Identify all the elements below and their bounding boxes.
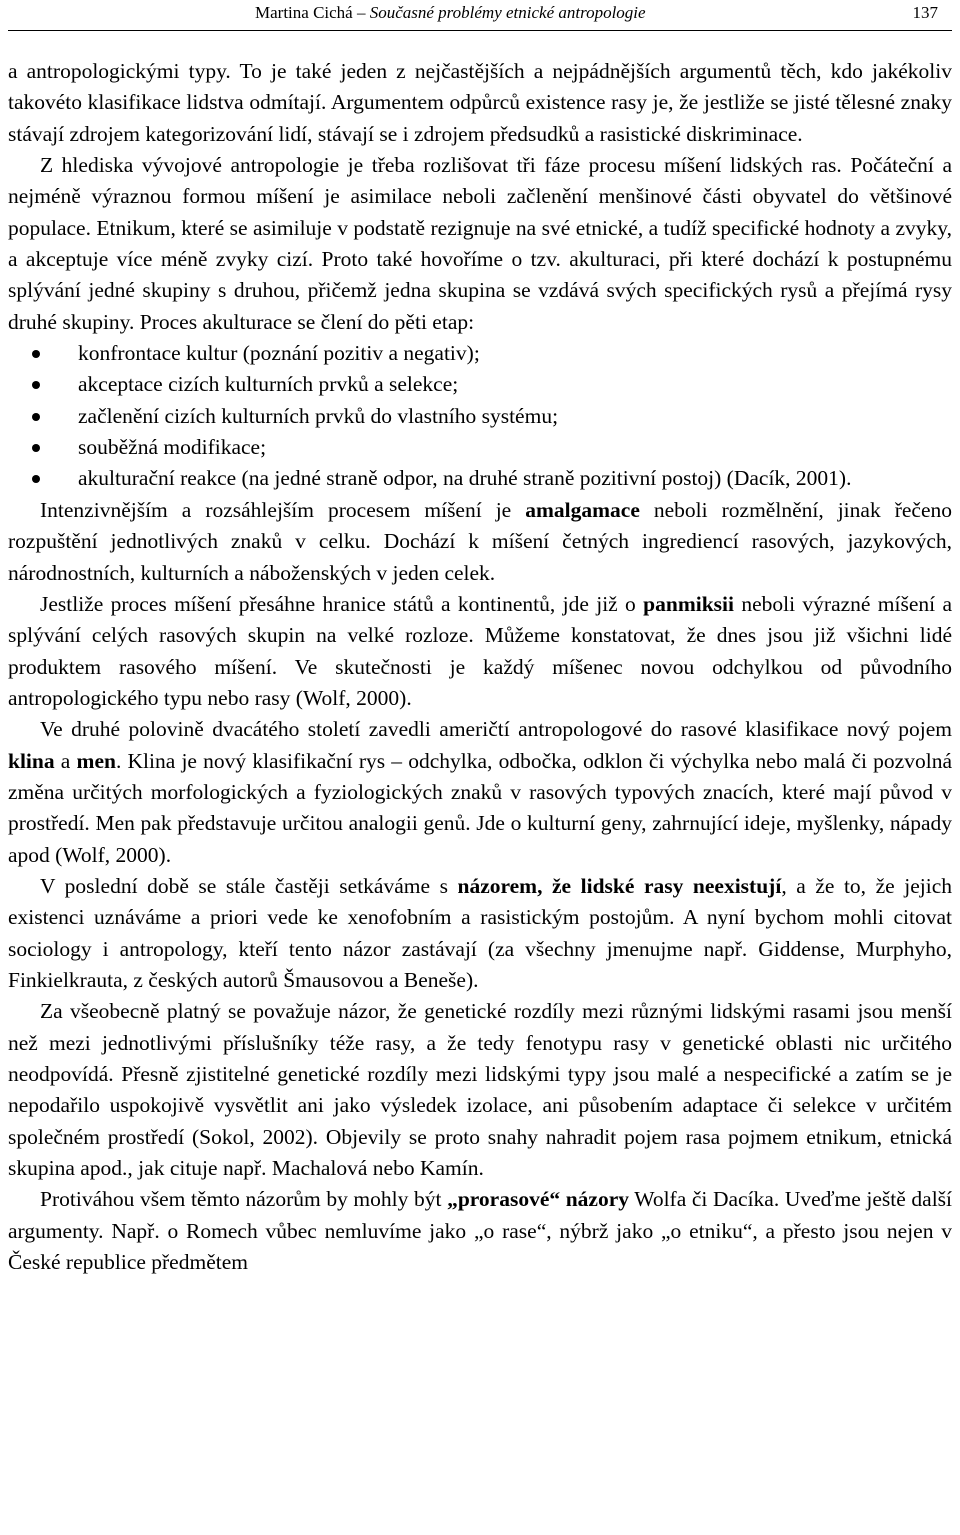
paragraph-3-text: neboli rozmělnění, jinak řečeno rozpuštění jednotlivých znaků v celku. Dochází k míšení četných ingrediencí rasových, jazykových, národnostních, kulturních a náboženských v jeden celek. <box>8 497 952 585</box>
acculturation-stages-list <box>8 338 952 495</box>
paragraph-4 <box>8 589 952 714</box>
paragraph-1 <box>8 56 952 150</box>
term-men: men <box>76 748 116 773</box>
paragraph-8-text: Wolfa či Dacíka. Uveďme ještě další argumenty. Např. o Romech vůbec nemluvíme jako „o rase“, nýbrž jako „o etniku“, a přesto jsou nejen v České republice předmětem <box>8 1187 953 1275</box>
header-title: Současné problémy etnické antropologie <box>369 3 646 22</box>
term-no-races: názorem, že lidské rasy neexistují <box>457 873 782 898</box>
header-citation <box>255 0 646 26</box>
paragraph-4-text: Jestliže proces míšení přesáhne hranice států a kontinentů, jde již o <box>40 591 644 616</box>
list-item: konfrontace kultur (poznání pozitiv a negativ); <box>8 338 952 369</box>
paragraph-7-text: Za všeobecně platný se považuje názor, že genetické rozdíly mezi různými lidskými rasami jsou menší než mezi jednotlivými příslušníky téže rasy, a že tedy fenotypu rasy v genetické oblasti nic určitého neodpovídá. Přesně zjistitelné genetické rozdíly mezi lidskými typy jsou malé a nespecifické a zatím se je nepodařilo uspokojivě vysvětlit ani jako výsledek izolace, ani působením adaptace či selekce v určitém společném prostředí (Sokol, 2002). Objevily se proto snahy nahradit pojem rasa pojmem etnikum, etnická skupina apod., jak cituje např. Machalová nebo Kamín. <box>8 999 952 1181</box>
paragraph-2 <box>8 150 952 338</box>
paragraph-8 <box>8 1184 952 1278</box>
term-panmiksie: panmiksii <box>643 591 734 616</box>
list-item: souběžná modifikace; <box>8 432 952 463</box>
paragraph-5-text: Ve druhé polovině dvacátého století zavedli američtí antropologové do rasové klasifikace nový pojem <box>40 717 952 742</box>
list-item: akceptace cizích kulturních prvků a selekce; <box>8 369 952 400</box>
paragraph-7 <box>8 996 952 1184</box>
header-separator: – <box>352 3 370 22</box>
paragraph-6-text: , a že to, že jejich existenci uznáváme a priori vede ke xenofobním a rasistickým postojům. A nyní bychom mohli citovat sociology i antropology, kteří tento názor zastávají (za všechny jmenujme např. Giddense, Murphyho, Finkielkrauta, z českých autorů Šmausovou a Beneše). <box>8 873 952 992</box>
paragraph-4-text: neboli výrazné míšení a splývání celých rasových skupin na velké rozloze. Můžeme konstatovat, že dnes jsou již všichni lidé produktem rasového míšení. Ve skutečnosti je každý míšenec novou odchylkou od původního antropologického typu nebo rasy (Wolf, 2000). <box>8 591 953 710</box>
running-header <box>8 0 952 31</box>
paragraph-5-text: a <box>54 748 77 773</box>
term-prorasove-nazory: „prorasové“ názory <box>447 1187 630 1212</box>
paragraph-3-text: Intenzivnějším a rozsáhlejším procesem míšení je <box>40 497 526 522</box>
list-item: začlenění cizích kulturních prvků do vlastního systému; <box>8 401 952 432</box>
paragraph-6 <box>8 871 952 996</box>
paragraph-8-text: Protiváhou všem těmto názorům by mohly být <box>40 1187 448 1212</box>
paragraph-2-text: Z hlediska vývojové antropologie je třeba rozlišovat tři fáze procesu míšení lidských ras. Počáteční a nejméně výraznou formou míšení je asimilace neboli začlenění menšinové části obyvatel do většinové populace. Etnikum, které se asimiluje v podstatě rezignuje na své etnické, a tudíž specifické hodnoty a zvyky, a akceptuje více méně zvyky cizí. Proto také hovoříme o tzv. akulturaci, při které dochází k postupnému splývání jedné skupiny s druhou, přičemž jedna skupina se vzdává svých specifických rysů a přejímá rysy druhé skupiny. Proces akulturace se člení do pěti etap: <box>8 153 952 334</box>
paragraph-6-text: V poslední době se stále častěji setkáváme s <box>40 873 458 898</box>
term-amalgamace: amalgamace <box>525 497 640 522</box>
list-item: akulturační reakce (na jedné straně odpor, na druhé straně pozitivní postoj) (Dacík, 2001). <box>8 463 952 494</box>
paragraph-3 <box>8 495 952 589</box>
paragraph-5-text: . Klina je nový klasifikační rys – odchylka, odbočka, odklon či výchylka nebo malá či pozvolná změna určitých morfologických a fyziologických znaků v rasových typových znacích, které mají původ v prostředí. Men pak představuje určitou analogii genů. Jde o kulturní geny, zahrnující ideje, myšlenky, nápady apod (Wolf, 2000). <box>8 748 952 867</box>
header-author: Martina Cichá <box>255 3 353 22</box>
page-number: 137 <box>912 3 938 22</box>
term-klina: klina <box>8 748 55 773</box>
paragraph-5 <box>8 714 952 871</box>
paragraph-1-text: a antropologickými typy. To je také jeden z nejčastějších a nejpádnějších argumentů těch, kdo jakékoliv takovéto klasifikace lidstva odmítají. Argumentem odpůrců existence rasy je, že jestliže se jisté tělesné znaky stávají zdrojem kategorizování lidí, stávají se i zdrojem předsudků a rasistické diskriminace. <box>8 59 952 146</box>
body-text <box>8 56 952 1278</box>
